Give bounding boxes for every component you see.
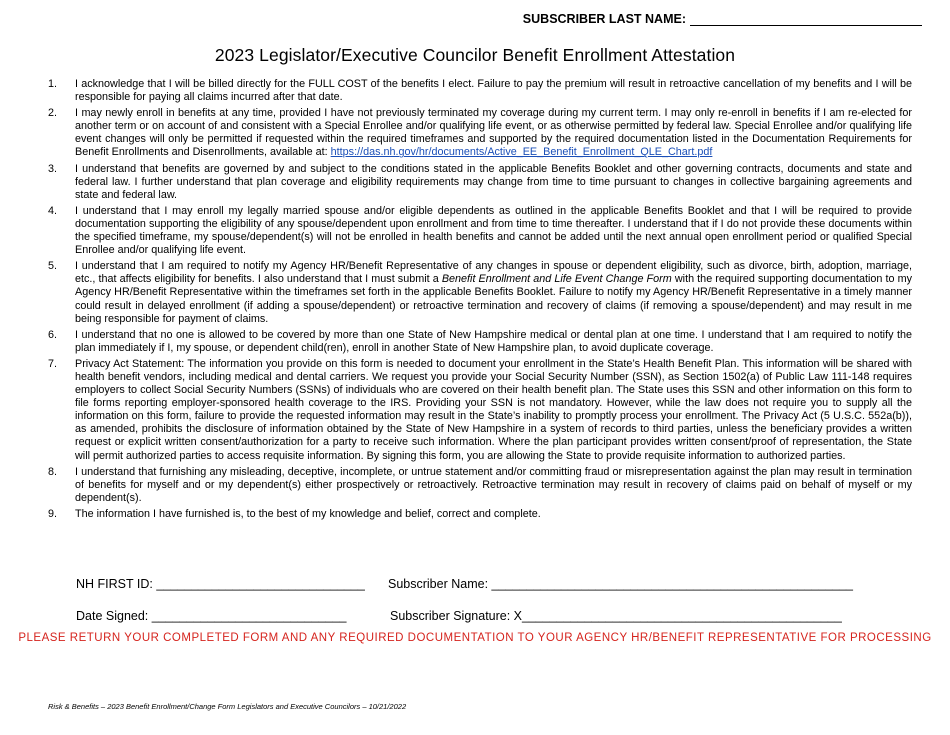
item-number: 3. — [48, 162, 58, 175]
list-item — [48, 260, 912, 325]
item-text-wrap — [75, 260, 912, 325]
footer: Risk & Benefits – 2023 Benefit Enrollment/Change Form Legislators and Executive Councilors – 10/21/2022 — [48, 702, 407, 711]
item-text: I acknowledge that I will be billed directly for the FULL COST of the benefits I elect. Failure to pay the premium will result in retroactive cancellation of my benefits and I will be responsible for paying all claims incurred after that date. — [75, 78, 912, 104]
list-item — [48, 205, 912, 257]
list-item — [48, 466, 912, 505]
documentation-link[interactable]: https://das.nh.gov/hr/documents/Active_EE_Benefit_Enrollment_QLE_Chart.pdf — [330, 146, 713, 159]
subscriber-last-name-label: SUBSCRIBER LAST NAME: — [522, 12, 686, 26]
item-text: with the required supporting documentation to my Agency HR/Benefit Representative within the timeframes set forth in the applicable Benefits Booklet. Failure to notify my Agency HR/Benefit Representative in a timely manner could result in delayed enrollment (if adding a spouse/dependent) or retroactive termination and recovery of claims (if removing a spouse/dependent) and may result in me being responsible for payment of claims. — [75, 273, 913, 325]
item-number: 7. — [48, 357, 58, 370]
list-item — [48, 78, 912, 104]
list-item — [48, 358, 912, 463]
return-instructions: PLEASE RETURN YOUR COMPLETED FORM AND ANY REQUIRED DOCUMENTATION TO YOUR AGENCY HR/BENEFIT REPRESENTATIVE FOR PROCESSING — [18, 632, 932, 644]
item-number: 2. — [48, 107, 58, 120]
item-text-wrap — [75, 107, 912, 159]
list-item — [48, 508, 912, 521]
list-item — [48, 107, 912, 159]
attestation-list — [48, 78, 912, 524]
item-number: 5. — [48, 260, 58, 273]
item-text: I understand that I am required to notify my Agency HR/Benefit Representative of any changes in spouse or dependent eligibility, such as divorce, birth, adoption, marriage, etc., that affects eligibility for benefits. I also understand that I must submit a — [75, 260, 912, 286]
subscriber-last-name-field — [523, 12, 922, 26]
item-number: 8. — [48, 465, 58, 478]
item-number: 9. — [48, 507, 58, 520]
subscriber-signature-field[interactable]: Subscriber Signature: X______________________________________________ — [390, 609, 842, 623]
subscriber-last-name-line[interactable] — [690, 13, 922, 26]
list-item — [48, 163, 912, 202]
date-signed-field[interactable]: Date Signed: ____________________________ — [76, 609, 347, 623]
item-text: The information I have furnished is, to the best of my knowledge and belief, correct and complete. — [75, 507, 541, 520]
item-text: I understand that benefits are governed by and subject to the conditions stated in the applicable Benefits Booklet and other governing contracts, documents and state and federal law. I further understand that plan coverage and eligibility requirements may change from time to time pursuant to changes in collective bargaining agreements and state and federal law. — [75, 162, 912, 201]
item-text: I understand that furnishing any misleading, deceptive, incomplete, or untrue statement and/or committing fraud or misrepresentation against the plan may result in termination of benefits for myself and or my dependent(s) either prospectively or retroactively. Retroactive termination may result in recovery of claims paid on behalf of myself or my dependent(s). — [75, 465, 912, 504]
item-text: I understand that I may enroll my legally married spouse and/or eligible dependents as outlined in the applicable Benefits Booklet and that I will be required to provide documentation supporting the eligibility of any spouse/dependent upon enrollment and from time to time thereafter. I understand that if I do not provide these documents within the specified timeframe, my spouse/dependent(s) will not be enrolled in health benefits and cannot be added until the next annual open enrollment period or qualified Special Enrollee and/or qualifying life event. — [75, 204, 912, 257]
form-name: Benefit Enrollment and Life Event Change Form — [441, 273, 672, 286]
page-title: 2023 Legislator/Executive Councilor Benefit Enrollment Attestation — [214, 45, 736, 65]
item-text: I may newly enroll in benefits at any time, provided I have not previously terminated my coverage during my current term. I may only re-enroll in benefits if I am re-elected for another term or on account of and consistent with a Special Enrollee and/or qualifying life event, or as otherwise permitted by federal law. Special Enrollee and/or qualifying life event changes will only be permitted if requested within the required timeframes and supported by the required documentation listed in the Documentation Requirements for Benefit Enrollments and Disenrollments, available at: — [75, 107, 912, 159]
item-text: Privacy Act Statement: The information you provide on this form is needed to document your enrollment in the State’s Health Benefit Plan. This information will be shared with health benefit vendors, including medical and dental carriers. We request you provide your Social Security Number (SSN), as Section 1502(a) of Public Law 111-148 requires employers to collect Social Security Numbers (SSNs) of individuals who are covered on their health benefit plan. The State uses this SSN and other information on this form to file forms reporting employer-sponsored health coverage to the IRS. Providing your SSN is not mandatory. However, while the law does not require you to supply all the information on this form, failure to provide the requested information may result in the State’s inability to promptly process your enrollment. The Privacy Act (5 U.S.C. 552a(b)), as amended, prohibits the disclosure of information obtained by the State of New Hampshire in a system of records to third parties, unless the beneficiary provides a written request or explicit written consent/authorization for a party to receive such information. Where the plan participant provides written consent/proof of representation, the State will permit authorized parties to access requisite information. By signing this form, you are allowing the State to provide requisite information to authorized parties. — [75, 357, 912, 462]
list-item — [48, 329, 912, 355]
item-number: 1. — [48, 78, 58, 90]
subscriber-name-field[interactable]: Subscriber Name: ____________________________________________________ — [388, 577, 854, 591]
item-number: 4. — [48, 204, 58, 217]
item-text: I understand that no one is allowed to be covered by more than one State of New Hampshire medical or dental plan at one time. I understand that I am required to notify the plan immediately if I, my spouse, or dependent child(ren), enroll in another State of New Hampshire plan, to avoid duplicate coverage. — [75, 328, 912, 354]
nh-first-id-field[interactable]: NH FIRST ID: ______________________________ — [76, 577, 365, 591]
item-number: 6. — [48, 328, 58, 341]
